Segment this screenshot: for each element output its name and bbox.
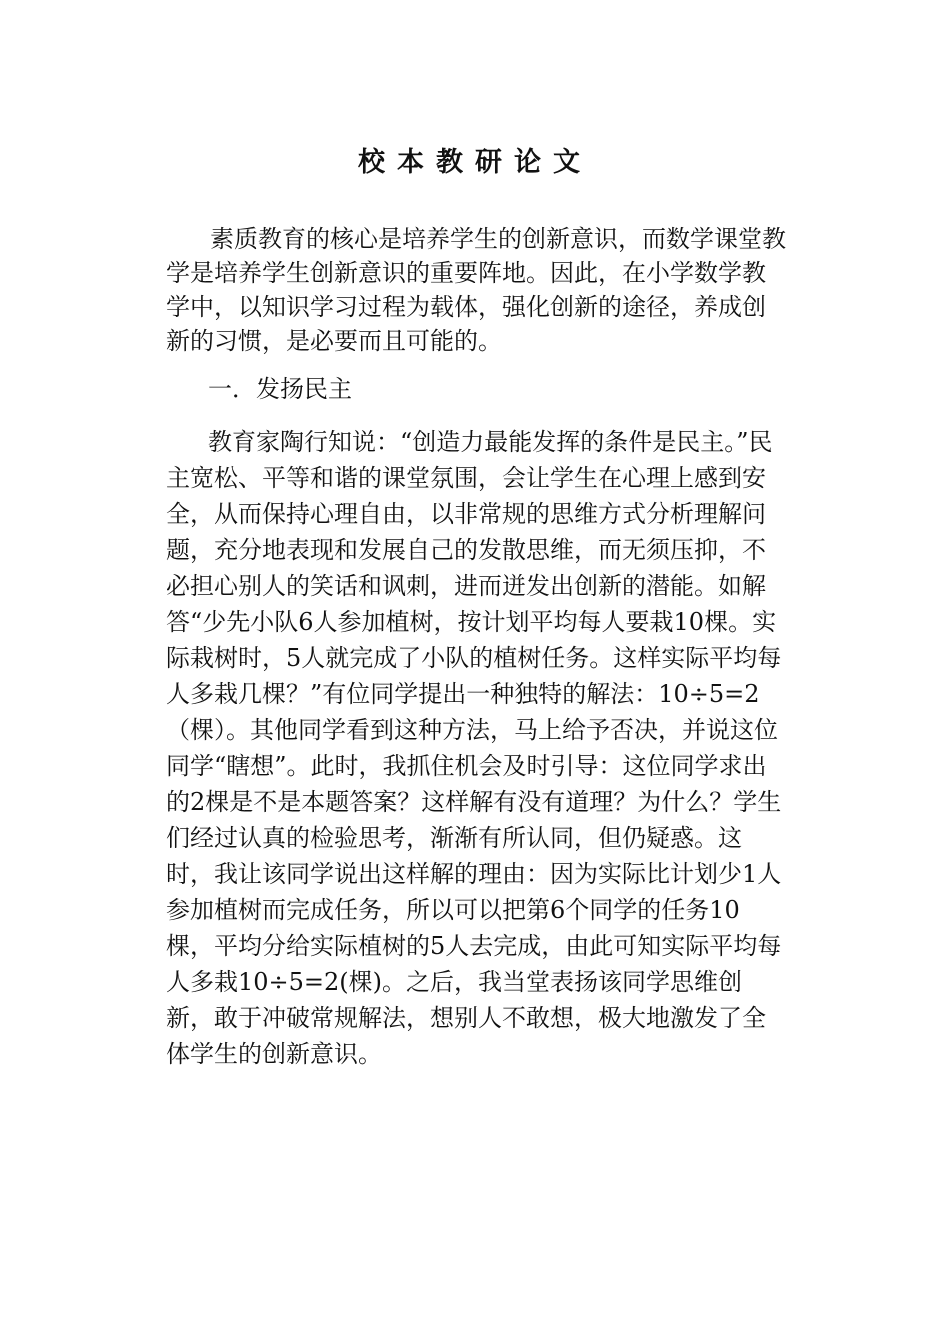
section-heading: 一．发扬民主 bbox=[208, 375, 352, 403]
intro-paragraph: 素质教育的核心是培养学生的创新意识，而数学课堂教学是培养学生创新意识的重要阵地。因此，在小学数学教学中，以知识学习过程为载体，强化创新的途径，养成创新的习惯，是必要而且可能的。 bbox=[166, 225, 786, 355]
document-title: 校本教研论文 bbox=[358, 147, 592, 178]
body-paragraph: 教育家陶行知说：“创造力最能发挥的条件是民主。”民主宽松、平等和谐的课堂氛围，会让学生在心理上感到安全，从而保持心理自由，以非常规的思维方式分析理解问题，充分地表现和发展自己的发散思维，而无须压抑，不必担心别人的笑话和讽刺，进而迸发出创新的潜能。如解答“少先小队6人参加植树，按计划平均每人要栽10棵。实际栽树时，5人就完成了小队的植树任务。这样实际平均每人多栽几棵？”有位同学提出一种独特的解法：10÷5=2（棵）。其他同学看到这种方法，马上给予否决，并说这位同学“瞎想”。此时，我抓住机会及时引导：这位同学求出的2棵是不是本题答案？这样解有没有道理？为什么？学生们经过认真的检验思考，渐渐有所认同，但仍疑惑。这时，我让该同学说出这样解的理由：因为实际比计划少1人参加植树而完成任务，所以可以把第6个同学的任务10棵，平均分给实际植树的5人去完成，由此可知实际平均每人多栽10÷5=2(棵)。之后，我当堂表扬该同学思维创新，敢于冲破常规解法，想别人不敢想，极大地激发了全体学生的创新意识。 bbox=[166, 428, 782, 1068]
